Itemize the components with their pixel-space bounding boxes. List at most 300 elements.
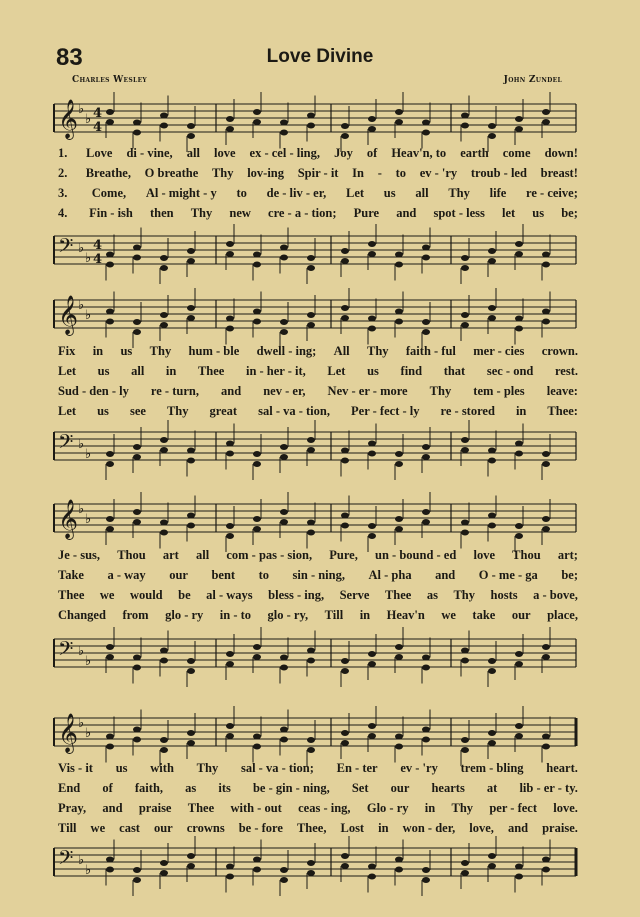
- time-signature-top: 4: [93, 238, 103, 253]
- note-head: [341, 863, 349, 869]
- note-head: [341, 248, 349, 254]
- lyric-syllable: take: [472, 608, 496, 622]
- note-head: [395, 319, 403, 325]
- note-head: [307, 530, 315, 536]
- lyric-syllable: crown.: [541, 344, 578, 358]
- note-head: [187, 248, 195, 254]
- lyric-syllable: Set: [351, 781, 369, 795]
- note-head: [515, 441, 523, 447]
- lyric-syllable: and: [102, 801, 123, 815]
- note-head: [280, 727, 288, 733]
- note-head: [368, 864, 376, 870]
- lyric-syllable: Al - might - y: [145, 186, 217, 200]
- lyric-syllable: our: [153, 821, 173, 835]
- note-head: [461, 737, 469, 743]
- lyric-syllable: O - me - ga: [478, 568, 538, 582]
- note-head: [515, 864, 523, 870]
- lyric-syllable: us: [115, 761, 128, 775]
- note-head: [368, 723, 376, 729]
- lyric-syllable: ceas - ing,: [298, 801, 351, 815]
- lyric-syllable: tem - ples: [473, 384, 525, 398]
- note-head: [515, 451, 523, 457]
- lyric-line: [58, 361, 578, 381]
- flat-icon: ♭: [78, 644, 85, 659]
- note-head: [422, 130, 430, 136]
- note-head: [515, 126, 523, 132]
- note-head: [422, 329, 430, 335]
- note-head: [226, 441, 234, 447]
- note-head: [422, 245, 430, 251]
- note-head: [253, 867, 261, 873]
- flat-icon: ♭: [85, 308, 92, 323]
- lyric-syllable: Thou: [117, 548, 146, 562]
- lyric-syllable: love: [213, 146, 236, 160]
- note-head: [106, 867, 114, 873]
- note-head: [106, 461, 114, 467]
- note-head: [106, 744, 114, 750]
- note-head: [106, 451, 114, 457]
- note-head: [307, 265, 315, 271]
- note-head: [187, 740, 195, 746]
- note-head: [461, 648, 469, 654]
- lyric-syllable: bent: [211, 568, 236, 582]
- note-head: [133, 444, 141, 450]
- lyric-syllable: bless - ing,: [268, 588, 325, 602]
- note-head: [542, 744, 550, 750]
- note-head: [515, 723, 523, 729]
- note-head: [368, 451, 376, 457]
- note-head: [133, 120, 141, 126]
- lyric-syllable: Nev - er - more: [327, 384, 408, 398]
- note-head: [253, 734, 261, 740]
- lyric-syllable: per - fect: [489, 801, 537, 815]
- time-signature-top: 4: [93, 106, 103, 121]
- note-head: [280, 737, 288, 743]
- note-head: [341, 133, 349, 139]
- note-head: [368, 874, 376, 880]
- note-head: [542, 644, 550, 650]
- note-head: [253, 516, 261, 522]
- lyric-syllable: be: [178, 588, 191, 602]
- bass-clef-icon: 𝄢: [58, 846, 74, 874]
- lyric-syllable: of: [102, 781, 113, 795]
- lyric-syllable: that: [443, 364, 466, 378]
- lyric-syllable: then: [149, 206, 174, 220]
- lyric-syllable: in - her - it,: [245, 364, 306, 378]
- lyric-line: [58, 401, 578, 421]
- lyric-syllable: In: [352, 166, 364, 180]
- note-head: [133, 329, 141, 335]
- lyric-syllable: us: [383, 186, 396, 200]
- lyric-syllable: Let: [58, 404, 77, 418]
- note-head: [395, 734, 403, 740]
- lyric-syllable: rest.: [554, 364, 578, 378]
- note-head: [542, 867, 550, 873]
- lyric-syllable: us: [120, 344, 133, 358]
- note-head: [368, 661, 376, 667]
- lyric-syllable: Fix: [58, 344, 76, 358]
- lyric-syllable: all: [186, 146, 200, 160]
- note-head: [488, 730, 496, 736]
- lyric-syllable: ev - 'ry: [419, 166, 458, 180]
- lyric-line: [58, 143, 578, 163]
- lyric-syllable: Glo - ry: [366, 801, 409, 815]
- lyric-syllable: all: [415, 186, 429, 200]
- lyric-syllable: Je - sus,: [58, 548, 101, 562]
- lyric-syllable: Lost: [340, 821, 365, 835]
- note-head: [542, 119, 550, 125]
- lyric-syllable: down!: [544, 146, 578, 160]
- verse-number: 1.: [58, 146, 68, 160]
- lyric-syllable: see: [129, 404, 146, 418]
- lyric-syllable: Pray,: [58, 801, 87, 815]
- note-head: [461, 530, 469, 536]
- lyric-line: [58, 341, 578, 361]
- note-head: [226, 533, 234, 539]
- note-head: [226, 316, 234, 322]
- flat-icon: ♭: [78, 102, 85, 117]
- lyric-syllable: great: [209, 404, 238, 418]
- lyric-line: [58, 818, 578, 838]
- note-head: [187, 863, 195, 869]
- lyric-syllable: Let: [327, 364, 346, 378]
- lyric-syllable: art;: [557, 548, 578, 562]
- bass-staff-system-4: [40, 840, 600, 882]
- verse-number: 4.: [58, 206, 68, 220]
- treble-staff-system-2: [40, 292, 600, 334]
- lyric-syllable: be;: [561, 206, 578, 220]
- note-head: [368, 251, 376, 257]
- note-head: [488, 258, 496, 264]
- note-head: [187, 458, 195, 464]
- note-head: [542, 319, 550, 325]
- note-head: [226, 723, 234, 729]
- lyric-syllable: as: [426, 588, 438, 602]
- lyric-syllable: with: [150, 761, 174, 775]
- flat-icon: ♭: [85, 654, 92, 669]
- note-head: [307, 255, 315, 261]
- note-head: [542, 262, 550, 268]
- note-head: [422, 319, 430, 325]
- note-head: [488, 248, 496, 254]
- note-head: [133, 255, 141, 261]
- note-head: [515, 523, 523, 529]
- flat-icon: ♭: [78, 853, 85, 868]
- lyric-syllable: Thee: [187, 801, 215, 815]
- note-head: [187, 123, 195, 129]
- treble-clef-icon: 𝄞: [58, 499, 79, 539]
- bass-clef-icon: 𝄢: [58, 430, 74, 458]
- lyric-syllable: at: [486, 781, 498, 795]
- lyric-syllable: us: [367, 364, 379, 378]
- note-head: [422, 737, 430, 743]
- note-head: [226, 864, 234, 870]
- lyric-syllable: Thy: [429, 384, 452, 398]
- lyric-syllable: life: [489, 186, 507, 200]
- lyric-syllable: Thou: [512, 548, 541, 562]
- lyric-syllable: be - gin - ning,: [252, 781, 330, 795]
- note-head: [515, 874, 523, 880]
- lyric-syllable: come: [502, 146, 531, 160]
- note-head: [226, 523, 234, 529]
- lyric-syllable: ex - cel - ling,: [249, 146, 321, 160]
- lyric-line: [58, 778, 578, 798]
- note-head: [422, 509, 430, 515]
- lyric-syllable: En - ter: [336, 761, 378, 775]
- lyric-syllable: place,: [547, 608, 578, 622]
- note-head: [160, 113, 168, 119]
- lyric-line: [58, 565, 578, 585]
- note-head: [422, 665, 430, 671]
- lyric-syllable: our: [169, 568, 188, 582]
- note-head: [515, 116, 523, 122]
- flat-icon: ♭: [78, 241, 85, 256]
- time-signature-bottom: 4: [93, 120, 103, 135]
- lyric-syllable: all: [131, 364, 145, 378]
- note-head: [160, 530, 168, 536]
- note-head: [341, 458, 349, 464]
- lyric-syllable: cre - a - tion;: [268, 206, 337, 220]
- lyric-syllable: Heav'n, to: [391, 146, 447, 160]
- note-head: [515, 533, 523, 539]
- note-head: [341, 730, 349, 736]
- lyric-syllable: us: [97, 364, 110, 378]
- hymn-title: Love Divine: [266, 46, 374, 67]
- note-head: [395, 119, 403, 125]
- lyric-syllable: Thy: [149, 344, 172, 358]
- lyric-syllable: Thy: [196, 761, 219, 775]
- composer-credit: John Zundel: [503, 75, 562, 85]
- note-head: [133, 509, 141, 515]
- lyric-syllable: Till: [324, 608, 344, 622]
- lyric-syllable: re - stored: [440, 404, 495, 418]
- lyric-syllable: com - pas - sion,: [226, 548, 313, 562]
- note-head: [160, 437, 168, 443]
- note-head: [253, 119, 261, 125]
- note-head: [160, 658, 168, 664]
- note-head: [226, 651, 234, 657]
- note-head: [253, 644, 261, 650]
- lyric-syllable: let: [501, 206, 516, 220]
- note-head: [461, 520, 469, 526]
- lyric-line: [58, 183, 578, 203]
- lyric-syllable: Thy: [448, 186, 470, 200]
- lyric-syllable: sec - ond: [486, 364, 534, 378]
- lyric-syllable: Pure: [353, 206, 380, 220]
- note-head: [515, 326, 523, 332]
- note-head: [395, 109, 403, 115]
- lyric-syllable: and: [396, 206, 417, 220]
- note-head: [187, 305, 195, 311]
- note-head: [280, 255, 288, 261]
- lyric-syllable: as: [185, 781, 197, 795]
- note-head: [226, 326, 234, 332]
- note-head: [341, 523, 349, 529]
- lyric-line: [58, 203, 578, 223]
- note-head: [187, 658, 195, 664]
- note-head: [307, 312, 315, 318]
- lyric-syllable: crowns: [186, 821, 225, 835]
- verse-number: 3.: [58, 186, 68, 200]
- lyric-syllable: Fin - ish: [89, 206, 133, 220]
- note-head: [515, 251, 523, 257]
- note-head: [488, 853, 496, 859]
- lyric-syllable: ev - 'ry: [400, 761, 438, 775]
- note-head: [187, 448, 195, 454]
- treble-staff-system-1: [40, 96, 600, 138]
- note-head: [106, 857, 114, 863]
- note-head: [187, 668, 195, 674]
- note-head: [226, 661, 234, 667]
- note-head: [515, 733, 523, 739]
- note-head: [461, 265, 469, 271]
- note-head: [307, 447, 315, 453]
- lyric-syllable: Thee: [58, 588, 85, 602]
- note-head: [106, 309, 114, 315]
- note-head: [160, 255, 168, 261]
- note-head: [488, 448, 496, 454]
- lyric-syllable: faith,: [134, 781, 164, 795]
- note-head: [160, 648, 168, 654]
- lyric-syllable: would: [129, 588, 163, 602]
- note-head: [515, 241, 523, 247]
- flat-icon: ♭: [85, 512, 92, 527]
- note-head: [106, 644, 114, 650]
- lyric-syllable: spot - less: [433, 206, 485, 220]
- note-head: [395, 644, 403, 650]
- lyric-syllable: Thee,: [296, 821, 327, 835]
- lyric-syllable: Joy: [334, 146, 353, 160]
- note-head: [307, 113, 315, 119]
- lyrics-system-1: [58, 143, 578, 223]
- note-head: [160, 265, 168, 271]
- lyric-syllable: to: [395, 166, 406, 180]
- note-head: [368, 651, 376, 657]
- note-head: [395, 516, 403, 522]
- note-head: [106, 516, 114, 522]
- note-head: [307, 437, 315, 443]
- lyric-syllable: hosts: [490, 588, 518, 602]
- note-head: [307, 322, 315, 328]
- note-head: [488, 523, 496, 529]
- lyric-syllable: Thy: [451, 801, 474, 815]
- lyric-syllable: Thee: [384, 588, 412, 602]
- lyric-line: [58, 605, 578, 625]
- lyric-syllable: Sud - den - ly: [58, 384, 129, 398]
- note-head: [280, 655, 288, 661]
- treble-clef-icon: 𝄞: [58, 295, 79, 335]
- lyric-syllable: and: [507, 821, 529, 835]
- note-head: [542, 451, 550, 457]
- lyric-syllable: love,: [469, 821, 494, 835]
- note-head: [160, 447, 168, 453]
- lyric-syllable: to: [258, 568, 270, 582]
- note-head: [160, 747, 168, 753]
- lyric-syllable: we: [99, 588, 115, 602]
- lyric-syllable: us: [532, 206, 545, 220]
- note-head: [461, 322, 469, 328]
- note-head: [422, 877, 430, 883]
- lyric-syllable: Per - fect - ly: [351, 404, 420, 418]
- note-head: [422, 255, 430, 261]
- note-head: [461, 123, 469, 129]
- lyric-syllable: End: [58, 781, 81, 795]
- note-head: [461, 747, 469, 753]
- note-head: [133, 867, 141, 873]
- note-head: [280, 444, 288, 450]
- flat-icon: ♭: [85, 251, 92, 266]
- lyric-syllable: praise.: [542, 821, 578, 835]
- note-head: [226, 251, 234, 257]
- lyric-syllable: to: [236, 186, 247, 200]
- note-head: [307, 870, 315, 876]
- lyric-syllable: un - bound - ed: [375, 548, 457, 562]
- lyric-syllable: lov-ing: [247, 166, 285, 180]
- note-head: [395, 526, 403, 532]
- lyric-syllable: our: [511, 608, 531, 622]
- note-head: [253, 451, 261, 457]
- note-head: [133, 454, 141, 460]
- note-head: [461, 658, 469, 664]
- lyric-syllable: All: [333, 344, 350, 358]
- note-head: [395, 262, 403, 268]
- lyricist-credit: Charles Wesley: [72, 75, 148, 85]
- note-head: [368, 126, 376, 132]
- note-head: [280, 867, 288, 873]
- note-head: [488, 305, 496, 311]
- flat-icon: ♭: [78, 437, 85, 452]
- note-head: [368, 116, 376, 122]
- note-head: [133, 737, 141, 743]
- treble-staff-system-4: [40, 710, 600, 752]
- bass-staff-system-1: [40, 228, 600, 270]
- note-head: [106, 654, 114, 660]
- note-head: [488, 740, 496, 746]
- note-head: [253, 526, 261, 532]
- note-head: [488, 863, 496, 869]
- flat-icon: ♭: [78, 502, 85, 517]
- note-head: [187, 315, 195, 321]
- lyric-syllable: hearts: [431, 781, 465, 795]
- note-head: [280, 877, 288, 883]
- flat-icon: ♭: [85, 863, 92, 878]
- lyric-syllable: and: [221, 384, 242, 398]
- lyric-syllable: Love: [86, 146, 113, 160]
- note-head: [187, 133, 195, 139]
- note-head: [307, 737, 315, 743]
- note-head: [187, 853, 195, 859]
- note-head: [395, 744, 403, 750]
- note-head: [160, 123, 168, 129]
- note-head: [341, 740, 349, 746]
- lyric-syllable: Vis - it: [58, 761, 93, 775]
- note-head: [253, 109, 261, 115]
- lyric-syllable: in: [424, 801, 436, 815]
- note-head: [341, 305, 349, 311]
- lyric-syllable: troub - led: [470, 166, 527, 180]
- lyric-syllable: art: [162, 548, 179, 562]
- lyric-syllable: nev - er,: [263, 384, 306, 398]
- note-head: [106, 319, 114, 325]
- lyric-syllable: new: [229, 206, 251, 220]
- note-head: [461, 113, 469, 119]
- lyric-syllable: Thy: [190, 206, 213, 220]
- lyric-syllable: cast: [119, 821, 140, 835]
- note-head: [253, 252, 261, 258]
- lyric-syllable: us: [97, 404, 109, 418]
- note-head: [226, 451, 234, 457]
- bass-clef-icon: 𝄢: [58, 234, 74, 262]
